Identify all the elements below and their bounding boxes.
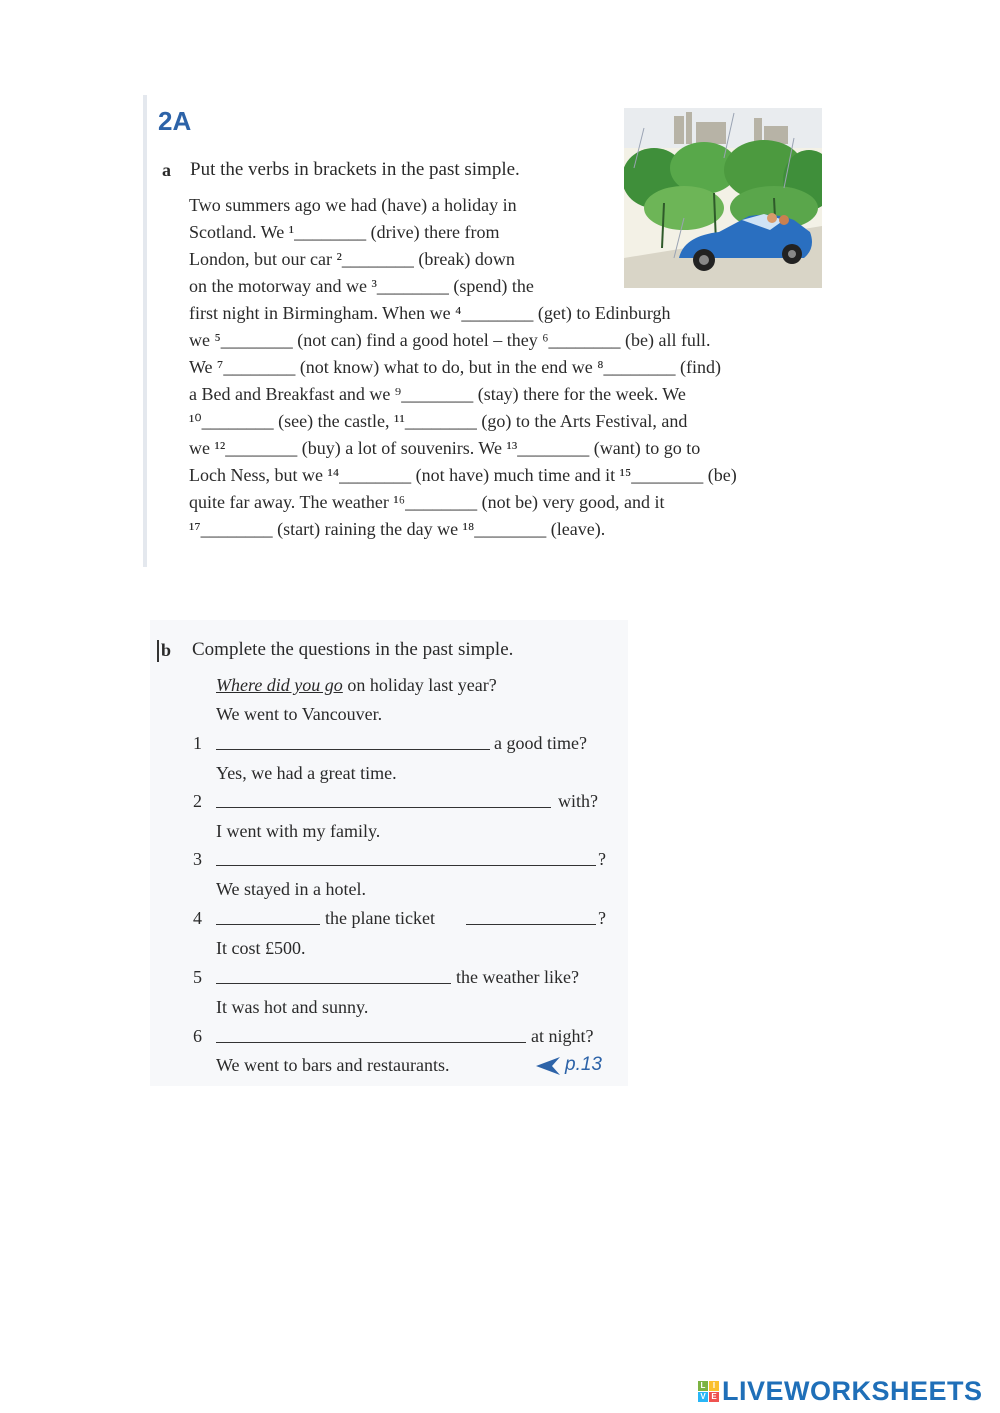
item-answer: It cost £500.	[216, 938, 306, 958]
exercise-a-line: on the motorway and we ³________ (spend) the	[189, 276, 534, 296]
exercise-a-line: Scotland. We ¹________ (drive) there from	[189, 222, 500, 242]
item-number: 6	[193, 1026, 202, 1046]
exercise-a-line: we ⁵________ (not can) find a good hotel – they ⁶________ (be) all full.	[189, 330, 711, 350]
exercise-a-line: first night in Birmingham. When we ⁴________ (get) to Edinburgh	[189, 303, 671, 323]
item-number: 5	[193, 967, 202, 987]
question-end: ?	[598, 908, 606, 928]
exercise-a-line: We ⁷________ (not know) what to do, but in the end we ⁸________ (find)	[189, 357, 722, 377]
exercise-a-line: Two summers ago we had (have) a holiday in	[189, 195, 517, 215]
item-number: 3	[193, 849, 202, 869]
item-number: 4	[193, 908, 202, 928]
logo-letter: I	[709, 1381, 719, 1391]
item-answer: Yes, we had a great time.	[216, 763, 397, 783]
item-answer: I went with my family.	[216, 821, 381, 841]
item-answer: We went to bars and restaurants.	[216, 1055, 450, 1075]
logo-letter: V	[698, 1392, 708, 1402]
exercise-a-line: London, but our car ²________ (break) down	[189, 249, 515, 269]
example-answer: We went to Vancouver.	[216, 704, 383, 724]
item-number: 2	[193, 791, 202, 811]
section-a-instruction: Put the verbs in brackets in the past simple.	[190, 159, 520, 180]
answer-blank[interactable]	[216, 1028, 526, 1043]
logo-letter: L	[698, 1381, 708, 1391]
exercise-a-line: ¹⁰________ (see) the castle, ¹¹________ (go) to the Arts Festival, and	[189, 411, 688, 431]
section-a-label: a	[162, 160, 171, 180]
answer-blank[interactable]	[216, 735, 490, 750]
answer-blank[interactable]	[216, 851, 596, 866]
item-answer: We stayed in a hotel.	[216, 879, 367, 899]
section-b-left-bar	[157, 640, 159, 662]
question-end: ?	[598, 849, 606, 869]
section-b-instruction: Complete the questions in the past simple.	[192, 639, 514, 660]
exercise-a-line: we ¹²________ (buy) a lot of souvenirs. We ¹³________ (want) to go to	[189, 438, 701, 458]
item-number: 1	[193, 733, 202, 753]
example-question	[216, 675, 497, 696]
exercise-a-line: ¹⁷________ (start) raining the day we ¹⁸________ (leave).	[189, 519, 606, 539]
page-reference[interactable]: p.13	[565, 1054, 602, 1075]
example-question-rest: on holiday last year?	[347, 675, 497, 695]
unit-title: 2A	[158, 106, 192, 136]
item-answer: It was hot and sunny.	[216, 997, 369, 1017]
question-end: with?	[558, 791, 598, 811]
answer-blank[interactable]	[216, 969, 451, 984]
logo-letter: E	[709, 1392, 719, 1402]
question-mid: the plane ticket	[325, 908, 435, 928]
answer-blank[interactable]	[216, 910, 320, 925]
exercise-a-line: quite far away. The weather ¹⁶________ (not be) very good, and it	[189, 492, 665, 512]
question-end: at night?	[531, 1026, 594, 1046]
section-b-label: b	[161, 640, 172, 660]
brand-name[interactable]: LIVEWORKSHEETS	[722, 1376, 983, 1406]
car-illustration	[624, 108, 822, 288]
question-end: a good time?	[494, 733, 587, 753]
answer-blank[interactable]	[466, 910, 596, 925]
exercise-a-line: Loch Ness, but we ¹⁴________ (not have) much time and it ¹⁵________ (be)	[189, 465, 737, 485]
arrow-left-icon	[536, 1057, 560, 1080]
exercise-a-line: a Bed and Breakfast and we ⁹________ (stay) there for the week. We	[189, 384, 686, 404]
answer-blank[interactable]	[216, 793, 551, 808]
question-end: the weather like?	[456, 967, 579, 987]
example-answer-italic: Where did you go	[216, 675, 343, 695]
section-a-bar	[143, 95, 147, 567]
liveworksheets-logo-icon	[698, 1381, 720, 1403]
